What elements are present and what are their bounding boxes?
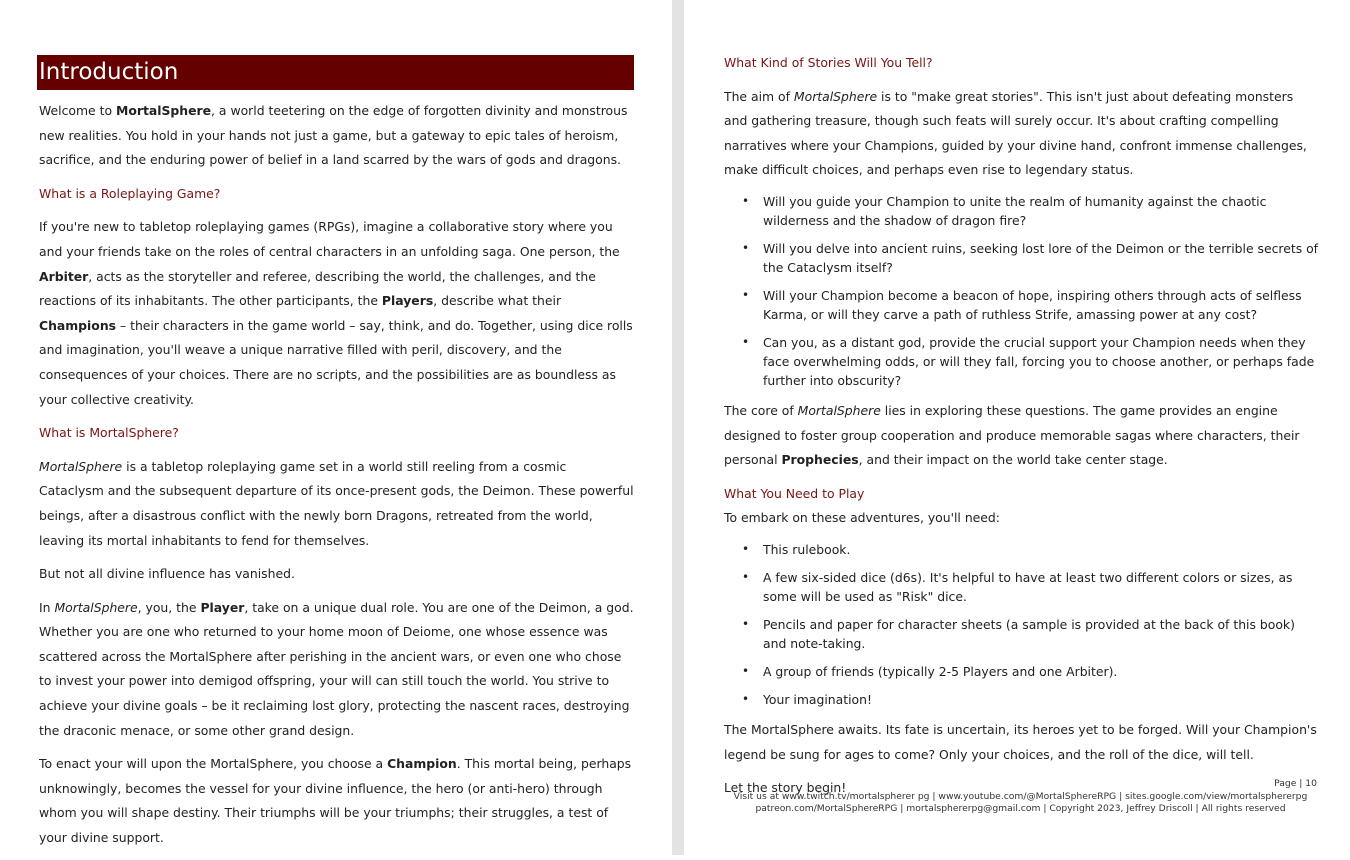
aim-paragraph (724, 85, 1320, 183)
aim-text: The aim of (724, 88, 794, 104)
needs-list (724, 540, 1320, 709)
game-name-italic: MortalSphere (39, 458, 123, 474)
term-champion: Champion (387, 756, 457, 772)
list-item: • Will you guide your Champion to unite the realm of humanity against the chaotic wilderness and the shadow of dragon fire? (724, 192, 1320, 230)
rpg-text: If you're new to tabletop roleplaying games (RPGs), imagine a collaborative story where you and your friends take on the roles of central characters in an unfolding saga. One person, the (39, 219, 620, 259)
list-item: • Your imagination! (724, 690, 1320, 709)
list-item: • Will you delve into ancient ruins, seeking lost lore of the Deimon or the terrible secrets of the Cataclysm itself? (724, 239, 1320, 277)
begin-paragraph: Let the story begin! (724, 780, 847, 796)
player-text: , you, the (137, 599, 201, 615)
list-item: • A group of friends (typically 2-5 Players and one Arbiter). (724, 662, 1320, 681)
core-paragraph (724, 399, 1320, 473)
intro-text: , a world teetering on the edge of forgotten divinity and monstrous new realities. You hold in your hands not just a game, but a gateway to epic tales of heroism, sacrifice, and the enduring power of belief in a land scarred by the wars of gods and dragons. (39, 103, 628, 168)
page-footer (724, 778, 1317, 816)
need-intro: To embark on these adventures, you'll need: (724, 510, 1000, 526)
core-text: , and their impact on the world take center stage. (858, 452, 1168, 468)
intro-paragraph (39, 99, 635, 173)
game-name-italic: MortalSphere (54, 599, 138, 615)
champion-paragraph (39, 752, 635, 850)
term-arbiter: Arbiter (39, 268, 89, 284)
rpg-paragraph (39, 215, 635, 412)
footer-copyright: patreon.com/MortalSphereRPG | mortalsphererpg@gmail.com | Copyright 2023, Jeffrey Driscoll | All rights reserved (755, 803, 1286, 814)
game-name-italic: MortalSphere (793, 88, 878, 104)
player-role-paragraph (39, 596, 635, 744)
left-column (39, 99, 635, 860)
not-all-divine-paragraph: But not all divine influence has vanished. (39, 566, 295, 582)
heading-what-you-need: What You Need to Play (724, 485, 865, 501)
list-item: • Pencils and paper for character sheets (a sample is provided at the back of this book) and note-taking. (724, 615, 1320, 653)
aim-text: is to "make great stories". This isn't just about defeating monsters and gathering treasure, though such feats will surely occur. It's about crafting compelling narratives where your Champions, guided by your divine hand, confront immense challenges, make difficult choices, and perhaps even rise to legendary status. (724, 88, 1307, 178)
rpg-text: – their characters in the game world – say, think, and do. Together, using dice rolls and imagination, you'll weave a unique narrative filled with peril, discovery, and the consequences of your choices. There are no scripts, and the possibilities are as boundless as your collective creativity. (39, 317, 633, 407)
player-text: In (39, 599, 55, 615)
right-column (724, 51, 1320, 810)
mortalsphere-paragraph (39, 455, 635, 553)
list-item: • A few six-sided dice (d6s). It's helpful to have at least two different colors or sizes, as some will be used as "Risk" dice. (724, 568, 1320, 606)
awaits-paragraph: The MortalSphere awaits. Its fate is uncertain, its heroes yet to be forged. Will your Champion's legend be sung for ages to come? Only your choices, and the roll of the dice, will tell. (724, 721, 1317, 762)
core-text: The core of (724, 402, 798, 418)
champion-text: . This mortal being, perhaps unknowingly, becomes the vessel for your divine influence, the hero (or anti-hero) through whom you will shape destiny. Their triumphs will be your triumphs; their struggles, a test of your divine support. (39, 756, 632, 846)
term-prophecies: Prophecies (781, 452, 859, 468)
core-text: lies in exploring these questions. The game provides an engine designed to foster group cooperation and produce memorable sagas where characters, their personal (724, 402, 1300, 468)
page-gutter (672, 0, 684, 855)
term-players: Players (381, 293, 434, 309)
page-number: Page | 10 (1274, 778, 1317, 789)
list-item: • Will your Champion become a beacon of hope, inspiring others through acts of selfless Karma, or will they carve a path of ruthless Strife, amassing power at any cost? (724, 286, 1320, 324)
term-champions: Champions (39, 317, 117, 333)
heading-what-is-mortalsphere: What is MortalSphere? (39, 425, 179, 441)
heading-what-is-rpg: What is a Roleplaying Game? (39, 185, 221, 201)
chapter-title: Introduction (37, 55, 634, 90)
champion-text: To enact your will upon the MortalSphere, you choose a (39, 756, 388, 772)
footer-links: Visit us at www.twitch.tv/mortalspherer pg | www.youtube.com/@MortalSphereRPG | sites.google.com/view/mortalsphererpg (733, 790, 1308, 802)
list-item: • Can you, as a distant god, provide the crucial support your Champion needs when they face overwhelming odds, or will they fall, forcing you to choose another, or perhaps fade further into obscurity? (724, 333, 1320, 390)
questions-list (724, 192, 1320, 390)
list-item: • This rulebook. (724, 540, 1320, 559)
rpg-text: , acts as the storyteller and referee, describing the world, the challenges, and the reactions of its inhabitants. The other participants, the (39, 268, 596, 309)
term-player: Player (200, 599, 245, 615)
intro-text: Welcome to (39, 103, 116, 118)
rpg-text: , describe what their (433, 293, 562, 309)
game-name-italic: MortalSphere (797, 402, 881, 418)
player-text: , take on a unique dual role. You are one of the Deimon, a god. Whether you are one who returned to your home moon of Deiome, one whose essence was scattered across the MortalSphere after perishing in the ancient wars, or even one who chose to invest your power into demigod offspring, your will can still touch the world. You strive to achieve your divine goals – be it reclaiming lost glory, protecting the nascent races, destroying the draconic menace, or some other grand design. (39, 599, 634, 738)
heading-stories: What Kind of Stories Will You Tell? (724, 55, 933, 70)
intro-game-name: MortalSphere (116, 103, 212, 118)
mortalsphere-text: is a tabletop roleplaying game set in a world still reeling from a cosmic Cataclysm and the subsequent departure of its once-present gods, the Deimon. These powerful beings, after a disastrous conflict with the newly born Dragons, retreated from the world, leaving its mortal inhabitants to fend for themselves. (39, 458, 634, 548)
